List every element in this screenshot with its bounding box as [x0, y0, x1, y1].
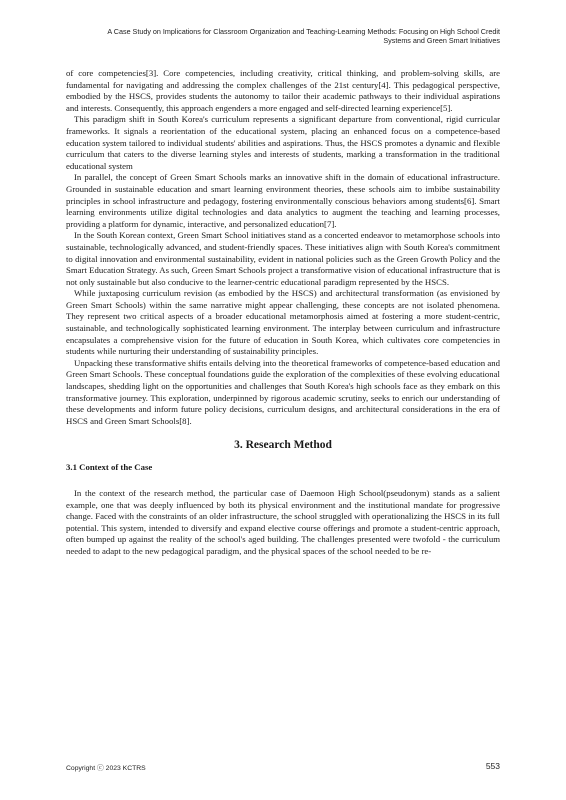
section-heading: 3. Research Method	[234, 439, 332, 452]
running-header	[60, 27, 500, 45]
paragraph: Unpacking these transformative shifts entails delving into the theoretical frameworks of competence-based education and Green Smart Schools. These conceptual foundations guide the exploration of the complexities of these evolving educational landscapes, shedding light on the opportunities and challenges that South Korea's high schools face as they embark on this transformative journey. This exploration, underpinned by rigorous academic scrutiny, seeks to enrich our understanding of these developments and inform future policy decisions, curriculum designs, and architectural considerations in the era of HSCS and Green Smart Schools[8].	[66, 357, 500, 426]
paragraph: In parallel, the concept of Green Smart Schools marks an innovative shift in the domain of educational infrastructure. Grounded in sustainable education and smart learning environment theories, these schools aim to imbibe sustainability principles in school infrastructure and pedagogy, fostering environmentally conscious behaviors among students[6]. Smart learning environments utilize digital technologies and data analytics to augment the teaching and learning processes, providing a platform for dynamic, interactive, and personalized education[7].	[66, 172, 500, 229]
paragraph: While juxtaposing curriculum revision (as embodied by the HSCS) and architectural transformation (as envisioned by Green Smart Schools) within the same narrative might appear challenging, these concepts are not isolated phenomena. They represent two critical aspects of a broader educational metamorphosis aimed at fostering a more student-centric, sustainable, and technologically sophisticated learning environment. The interplay between curriculum and infrastructure encapsulates a comprehensive vision for the future of education in South Korea, which cultivates core competencies in students while nurturing their understanding of sustainability principles.	[66, 288, 500, 357]
paragraph: This paradigm shift in South Korea's curriculum represents a significant departure from conventional, rigid curricular frameworks. It signals a reorientation of the educational system, placing an enhanced focus on a competence-based education system tailored to individual students' abilities and aspirations. Thus, the HSCS promotes a dynamic and flexible curriculum that caters to the diverse learning styles and interests of students, marking a transformation in the traditional educational system	[66, 114, 500, 171]
running-title-line1: A Case Study on Implications for Classroom Organization and Teaching-Learning Methods: Focusing on High School Credit	[107, 27, 500, 36]
running-title-line2: Systems and Green Smart Initiatives	[383, 36, 500, 46]
paragraph: In the South Korean context, Green Smart School initiatives stand as a concerted endeavor to metamorphose schools into sustainable, technologically advanced, and student-friendly spaces. These initiatives align with South Korea's commitment to digital innovation and environmental sustainability, evident in national policies such as the Green Growth Policy and the Smart Education Strategy. As such, Green Smart Schools project a transformative vision of educational infrastructure that is not only sustainable but also conducive to the learner-centric educational paradigm represented by the HSCS.	[66, 230, 500, 287]
body-text	[66, 68, 500, 558]
paragraph-continued: of core competencies[3]. Core competencies, including creativity, critical thinking, and problem-solving skills, are fundamental for navigating and addressing the complex challenges of the 21st century[4]. This pedagogical perspective, embodied by the HSCS, provides students the autonomy to tailor their academic pathways to their individual aspirations and interests. Consequently, this approach engenders a more engaged and self-directed learning experience[5].	[66, 68, 500, 113]
copyright-notice: Copyright ⓒ 2023 KCTRS	[66, 765, 146, 772]
subsection-heading: 3.1 Context of the Case	[66, 462, 153, 473]
page-number: 553	[485, 761, 500, 771]
paragraph: In the context of the research method, the particular case of Daemoon High School(pseudonym) stands as a salient example, one that was deeply influenced by both its physical environment and the institutional mandate for progressive change. Faced with the constraints of an older infrastructure, the school struggled with operationalizing the HSCS in its full potential. This system, intended to diversify and expand elective course offerings and promote a student-centric approach, often bumped up against the reality of the school's aged building. The challenges presented were twofold - the curriculum needed to adapt to the new pedagogical paradigm, and the physical spaces of the school needed to be re-	[66, 488, 500, 556]
